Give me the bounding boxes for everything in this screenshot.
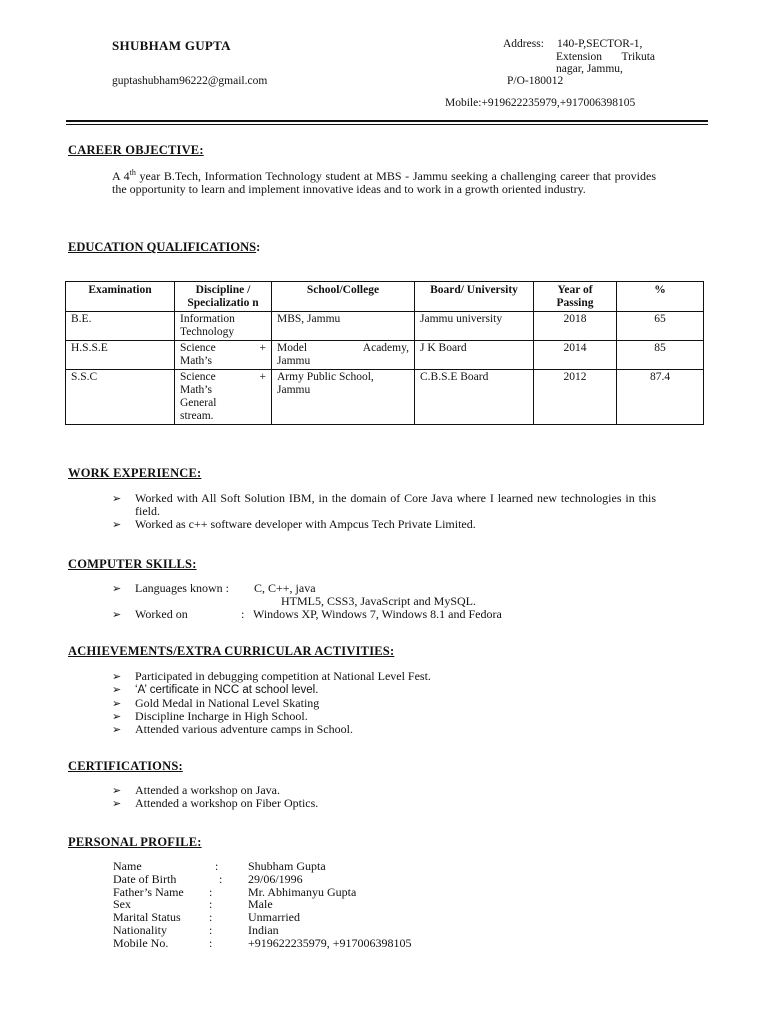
arrow-bullet-icon: ➢: [112, 784, 122, 797]
email-text: guptashubham96222@gmail.com: [112, 75, 268, 87]
cell-school: MBS, Jammu: [272, 312, 415, 341]
arrow-bullet-icon: ➢: [112, 697, 122, 710]
arrow-bullet-icon: ➢: [112, 797, 122, 810]
profile-value-nationality: Indian: [248, 923, 279, 937]
list-item-text: Discipline Incharge in High School.: [135, 709, 308, 723]
table-row: [66, 370, 704, 425]
worked-on-value: Windows XP, Windows 7, Windows 8.1 and Fedora: [253, 607, 502, 621]
arrow-bullet-icon: ➢: [112, 492, 122, 505]
languages-label: Languages known :: [135, 581, 229, 595]
languages-value-2: HTML5, CSS3, JavaScript and MySQL.: [281, 594, 476, 608]
profile-label-sex: Sex: [113, 897, 131, 911]
arrow-bullet-icon: ➢: [112, 683, 122, 696]
career-objective-heading: CAREER OBJECTIVE:: [68, 143, 204, 157]
cell-percent: 65: [617, 312, 704, 341]
certifications-heading: CERTIFICATIONS:: [68, 759, 183, 773]
list-item-text: Worked as c++ software developer with Ampcus Tech Private Limited.: [135, 517, 476, 531]
list-item-text: Participated in debugging competition at National Level Fest.: [135, 669, 431, 683]
personal-profile-heading: PERSONAL PROFILE:: [68, 835, 202, 849]
cell-year: 2018: [534, 312, 617, 341]
profile-label-nationality: Nationality: [113, 923, 167, 937]
career-text-rest: year B.Tech, Information Technology student at MBS - Jammu seeking a challenging career that provides the opportunity to learn and implement innovative ideas and to work in a growth oriented industry.: [112, 169, 656, 196]
education-heading-text: EDUCATION QUALIFICATIONS: [68, 240, 257, 254]
profile-value-marital: Unmarried: [248, 910, 300, 924]
col-examination: Examination: [66, 282, 175, 312]
profile-value-dob: 29/06/1996: [248, 872, 303, 886]
table-row: [66, 341, 704, 370]
plus-sign: +: [259, 371, 266, 383]
discipline-line: [180, 371, 266, 384]
list-item-text: Gold Medal in National Level Skating: [135, 696, 320, 710]
discipline-line: stream.: [180, 410, 214, 422]
discipline-line: Math’s: [180, 355, 212, 367]
list-item-text: ‘A’ certificate in NCC at school level.: [135, 684, 319, 696]
cell-school: [272, 370, 415, 425]
cell-percent: 85: [617, 341, 704, 370]
cell-discipline: [175, 341, 272, 370]
school-line: Army Public School,: [277, 371, 374, 383]
cell-discipline: [175, 312, 272, 341]
cell-exam: B.E.: [66, 312, 175, 341]
profile-colon: :: [209, 910, 213, 924]
table-header-row: [66, 282, 704, 312]
profile-colon: :: [209, 923, 213, 937]
worked-on-colon: :: [241, 607, 245, 621]
achievements-list: [112, 670, 431, 736]
list-item-text: Attended a workshop on Fiber Optics.: [135, 796, 319, 810]
list-item-text: Worked with All Soft Solution IBM, in the domain of Core Java where I learned new technologies in this field.: [135, 491, 656, 518]
discipline-line: Math’s: [180, 384, 212, 396]
candidate-name: SHUBHAM GUPTA: [112, 38, 231, 53]
arrow-bullet-icon: ➢: [112, 723, 122, 736]
achievements-heading: ACHIEVEMENTS/EXTRA CURRICULAR ACTIVITIES:: [68, 644, 395, 658]
profile-label-mobile: Mobile No.: [113, 936, 169, 950]
address-line-3: nagar, Jammu,: [556, 63, 623, 75]
cell-exam: S.S.C: [66, 370, 175, 425]
col-percent: %: [617, 282, 704, 312]
postal-code: P/O-180012: [507, 75, 564, 87]
discipline-word: Science: [180, 371, 216, 383]
profile-value-father: Mr. Abhimanyu Gupta: [248, 885, 357, 899]
address-label: Address:: [503, 38, 544, 50]
list-item: [112, 797, 318, 810]
education-heading: [68, 240, 260, 255]
arrow-bullet-icon: ➢: [112, 582, 122, 595]
profile-value-name: Shubham Gupta: [248, 859, 326, 873]
profile-label-name: Name: [113, 859, 142, 873]
cell-board: C.B.S.E Board: [415, 370, 534, 425]
career-objective-text: [112, 166, 656, 196]
profile-value-mobile: +919622235979, +917006398105: [248, 936, 412, 950]
list-item: [112, 518, 656, 531]
arrow-bullet-icon: ➢: [112, 710, 122, 723]
cell-year: 2012: [534, 370, 617, 425]
work-experience-heading: WORK EXPERIENCE:: [68, 466, 202, 480]
discipline-line: [180, 342, 266, 355]
list-item: [112, 492, 656, 518]
discipline-word: Science: [180, 342, 216, 354]
address-line-1: 140-P,SECTOR-1,: [557, 38, 643, 50]
education-table: [65, 281, 704, 425]
list-item: [112, 723, 431, 736]
work-list: [112, 492, 656, 531]
col-school: School/College: [272, 282, 415, 312]
discipline-line: Information: [180, 313, 235, 325]
school-line: Jammu: [277, 384, 311, 396]
school-line: Jammu: [277, 355, 311, 367]
profile-colon: :: [215, 859, 219, 873]
col-board: Board/ University: [415, 282, 534, 312]
plus-sign: +: [259, 342, 266, 354]
education-heading-colon: :: [256, 240, 261, 254]
profile-value-sex: Male: [248, 897, 273, 911]
profile-colon: :: [219, 872, 223, 886]
arrow-bullet-icon: ➢: [112, 670, 122, 683]
profile-colon: :: [209, 897, 213, 911]
cell-percent: 87.4: [617, 370, 704, 425]
cell-board: J K Board: [415, 341, 534, 370]
mobile-header: Mobile:+919622235979,+917006398105: [445, 97, 636, 109]
col-year: Year of Passing: [534, 282, 617, 312]
cell-school: [272, 341, 415, 370]
discipline-line: Technology: [180, 326, 235, 338]
list-item: [112, 670, 431, 683]
cell-exam: H.S.S.E: [66, 341, 175, 370]
address-line-2: Extension Trikuta: [556, 51, 655, 63]
career-text-sup: th: [129, 168, 136, 177]
career-text-start: A 4: [112, 169, 130, 183]
profile-label-father: Father’s Name: [113, 885, 184, 899]
list-item-text: Attended various adventure camps in School.: [135, 722, 353, 736]
table-row: [66, 312, 704, 341]
list-item: [112, 683, 431, 697]
profile-label-marital: Marital Status: [113, 910, 181, 924]
profile-label-dob: Date of Birth: [113, 872, 177, 886]
arrow-bullet-icon: ➢: [112, 518, 122, 531]
header-rule: [66, 120, 708, 122]
discipline-line: General: [180, 397, 217, 409]
computer-skills-heading: COMPUTER SKILLS:: [68, 557, 197, 571]
header-rule-thin: [66, 124, 708, 125]
profile-colon: :: [209, 885, 213, 899]
worked-on-label: Worked on: [135, 607, 188, 621]
certifications-list: [112, 784, 318, 810]
list-item-text: Attended a workshop on Java.: [135, 783, 280, 797]
profile-colon: :: [209, 936, 213, 950]
arrow-bullet-icon: ➢: [112, 608, 122, 621]
languages-value-1: C, C++, java: [254, 581, 316, 595]
cell-year: 2014: [534, 341, 617, 370]
school-line: Model Academy,: [277, 342, 409, 354]
cell-discipline: [175, 370, 272, 425]
col-discipline: Discipline / Specializatio n: [175, 282, 272, 312]
cell-board: Jammu university: [415, 312, 534, 341]
